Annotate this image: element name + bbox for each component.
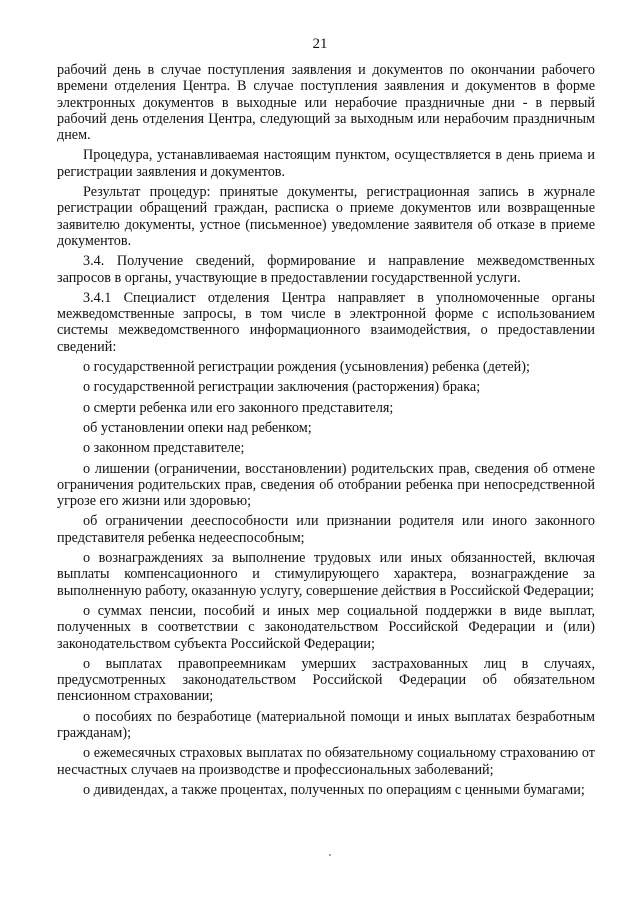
paragraph-3: Результат процедур: принятые документы, регистрационная запись в журнале регистрации обращений граждан, расписка о приеме документов или возвращенные заявителю документы, устное (письменное) уведомление заявителя об отказе в приеме документов. <box>57 184 595 249</box>
list-item-insurance-payments: о ежемесячных страховых выплатах по обязательному социальному страхованию от несчастных случаев на производстве и профессиональных заболеваний; <box>57 745 595 778</box>
paragraph-3-4-1: 3.4.1 Специалист отделения Центра направляет в уполномоченные органы межведомственные запросы, в том числе в электронной форме с использованием системы межведомственного информационного взаимодействия, о предоставлении сведений: <box>57 289 595 355</box>
list-item-parental-rights: о лишении (ограничении, восстановлении) родительских прав, сведения об отмене ограничения родительских прав, сведения об отобрании ребенка при непосредственной угрозе его жизни или здоровью; <box>57 460 595 510</box>
page-number: 21 <box>312 36 328 52</box>
list-item-guardianship: об установлении опеки над ребенком; <box>83 419 312 436</box>
list-item-legal-representative: о законном представителе; <box>83 440 245 457</box>
list-item-pension-benefits: о суммах пенсии, пособий и иных мер социальной поддержки в виде выплат, полученных в соответствии с законодательством Российской Федерации и (или) законодательством субъекта Российской Федерации; <box>57 602 595 652</box>
page-body <box>57 62 595 798</box>
list-item-unemployment-benefits: о пособиях по безработице (материальной помощи и иных выплатах безработным гражданам); <box>57 708 595 741</box>
list-item-legal-capacity: об ограничении дееспособности или признании родителя или иного законного представителя ребенка недееспособным; <box>57 513 595 546</box>
paragraph-2: Процедура, устанавливаемая настоящим пунктом, осуществляется в день приема и регистрации заявления и документов. <box>57 147 595 180</box>
list-item-death: о смерти ребенка или его законного представителя; <box>83 399 394 416</box>
list-item-dividends: о дивидендах, а также процентах, полученных по операциям с ценными бумагами; <box>83 781 585 798</box>
paragraph-1: рабочий день в случае поступления заявления и документов по окончании рабочего времени отделения Центра. В случае поступления заявления и документов в форме электронных документов в выходные или нерабочие праздничные дни - в первый рабочий день отделения Центра, следующий за выходным или нерабочим праздничным днем. <box>57 62 595 144</box>
section-heading-3-4: 3.4. Получение сведений, формирование и направление межведомственных запросов в органы, участвующие в предоставлении государственной услуги. <box>57 253 595 286</box>
list-item-remuneration: о вознаграждениях за выполнение трудовых или иных обязанностей, включая выплаты компенсационного и стимулирующего характера, вознаграждение за выполненную работу, оказанную услугу, совершение действия в Российской Федерации; <box>57 550 595 599</box>
list-item-marriage-registration: о государственной регистрации заключения (расторжения) брака; <box>83 379 481 396</box>
list-item-birth-registration: о государственной регистрации рождения (усыновления) ребенка (детей); <box>83 359 530 376</box>
scan-speck <box>329 854 331 856</box>
list-item-successor-payments: о выплатах правопреемникам умерших застрахованных лиц в случаях, предусмотренных законодательством Российской Федерации об обязательном пенсионном страховании; <box>57 655 595 705</box>
